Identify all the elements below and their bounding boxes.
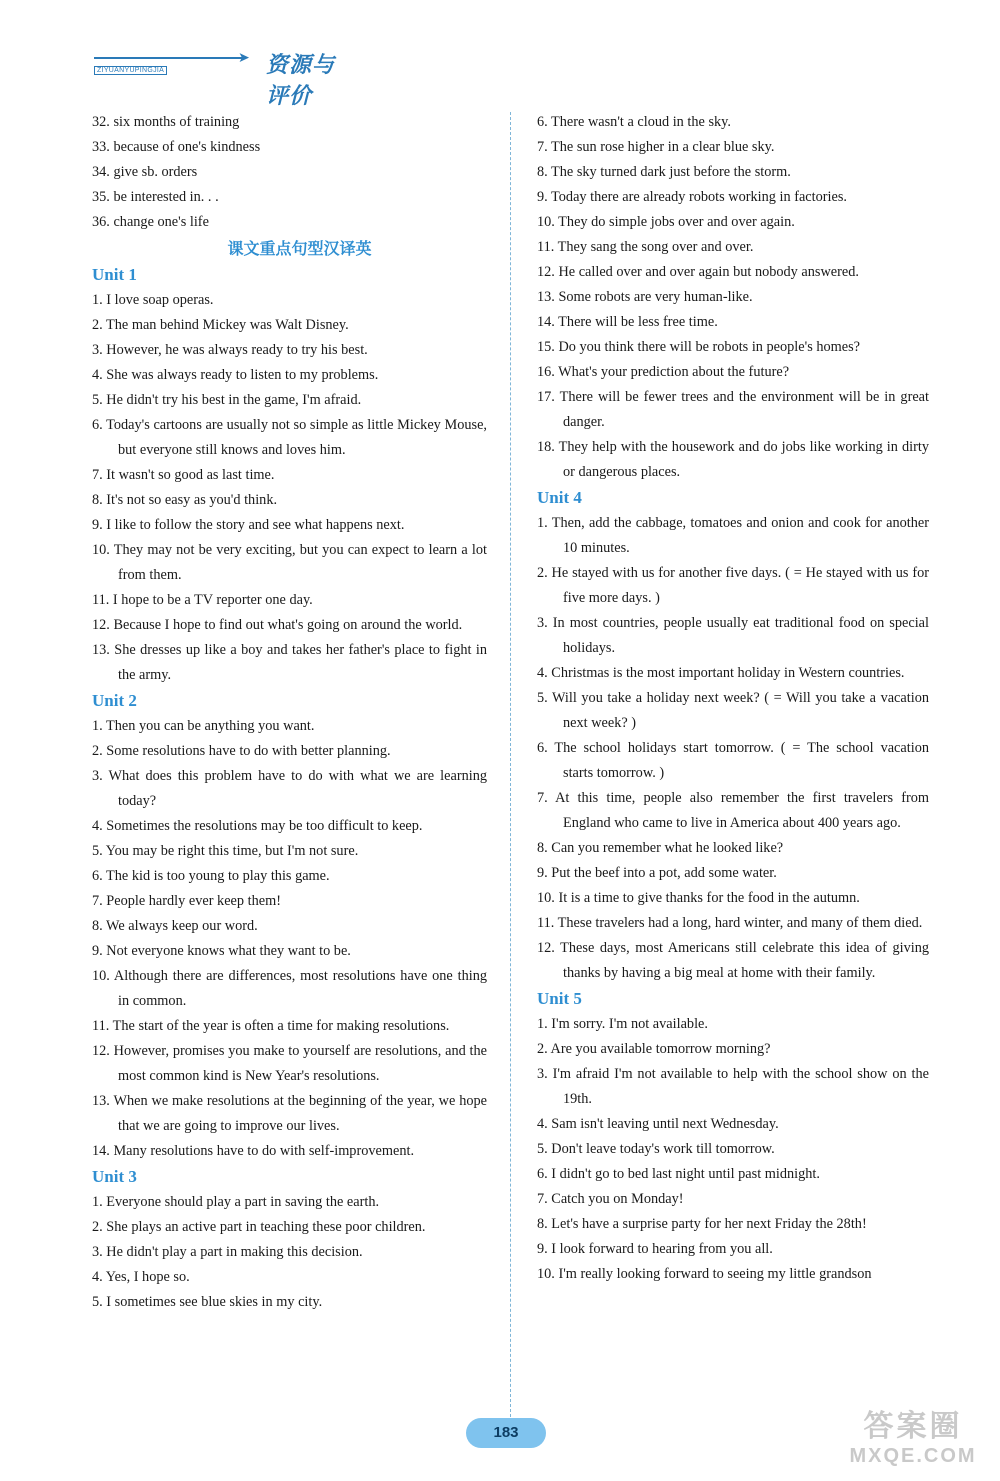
sentence-item: 6. The school holidays start tomorrow. ( = The school vacation starts tomorrow. ) [537, 740, 929, 781]
sentence-item: 5. I sometimes see blue skies in my city. [92, 1294, 323, 1310]
sentence-item: 9. I like to follow the story and see what happens next. [92, 517, 405, 533]
left-column [92, 110, 487, 1315]
sentence-item: 9. I look forward to hearing from you all. [537, 1241, 773, 1257]
sentence-item: 11. They sang the song over and over. [537, 239, 754, 255]
sentence-item: 13. She dresses up like a boy and takes her father's place to fight in the army. [92, 642, 487, 683]
sentence-item: 8. The sky turned dark just before the storm. [537, 164, 791, 180]
sentence-item: 34. give sb. orders [92, 164, 198, 180]
unit-heading: Unit 5 [537, 989, 582, 1008]
sentence-item: 1. I love soap operas. [92, 292, 214, 308]
sentence-item: 16. What's your prediction about the future? [537, 364, 790, 380]
watermark-url: MXQE.COM [849, 1445, 977, 1467]
section-title: 课文重点句型汉译英 [227, 239, 372, 258]
sentence-item: 10. Although there are differences, most resolutions have one thing in common. [92, 968, 487, 1009]
sentence-item: 9. Not everyone knows what they want to be. [92, 943, 351, 959]
sentence-item: 11. These travelers had a long, hard winter, and many of them died. [537, 915, 923, 931]
sentence-item: 8. Can you remember what he looked like? [537, 840, 784, 856]
sentence-item: 8. We always keep our word. [92, 918, 258, 934]
watermark [838, 1410, 988, 1472]
sentence-item: 5. You may be right this time, but I'm not sure. [92, 843, 359, 859]
watermark-logo-text: 答案圈 [863, 1410, 963, 1443]
sentence-item: 10. It is a time to give thanks for the food in the autumn. [537, 890, 860, 906]
sentence-item: 3. However, he was always ready to try his best. [92, 342, 368, 358]
sentence-item: 10. They do simple jobs over and over again. [537, 214, 795, 230]
sentence-item: 8. It's not so easy as you'd think. [92, 492, 278, 508]
sentence-item: 1. Then you can be anything you want. [92, 718, 315, 734]
column-divider [510, 112, 511, 1432]
sentence-item: 12. However, promises you make to yourself are resolutions, and the most common kind is New Year's resolutions. [92, 1043, 487, 1084]
sentence-item: 5. Don't leave today's work till tomorrow. [537, 1141, 775, 1157]
sentence-item: 35. be interested in. . . [92, 189, 219, 205]
sentence-item: 3. He didn't play a part in making this decision. [92, 1244, 363, 1260]
sentence-item: 11. The start of the year is often a time for making resolutions. [92, 1018, 450, 1034]
sentence-item: 2. The man behind Mickey was Walt Disney. [92, 317, 349, 333]
sentence-item: 17. There will be fewer trees and the environment will be in great danger. [537, 389, 929, 430]
sentence-item: 1. Everyone should play a part in saving the earth. [92, 1194, 380, 1210]
sentence-item: 15. Do you think there will be robots in people's homes? [537, 339, 861, 355]
sentence-item: 3. What does this problem have to do with what we are learning today? [92, 768, 487, 809]
sentence-item: 7. Catch you on Monday! [537, 1191, 684, 1207]
sentence-item: 13. Some robots are very human-like. [537, 289, 753, 305]
unit-heading: Unit 4 [537, 488, 582, 507]
right-column [537, 110, 929, 1287]
sentence-item: 7. People hardly ever keep them! [92, 893, 281, 909]
sentence-item: 10. They may not be very exciting, but you can expect to learn a lot from them. [92, 542, 487, 583]
page-header [88, 48, 348, 109]
header-title: 资源与评价 [266, 53, 336, 109]
page-number: 183 [466, 1418, 546, 1448]
sentence-item: 6. The kid is too young to play this game. [92, 868, 330, 884]
sentence-item: 2. Are you available tomorrow morning? [537, 1041, 771, 1057]
sentence-item: 33. because of one's kindness [92, 139, 261, 155]
sentence-item: 36. change one's life [92, 214, 209, 230]
sentence-item: 9. Today there are already robots working in factories. [537, 189, 847, 205]
sentence-item: 5. Will you take a holiday next week? ( = Will you take a vacation next week? ) [537, 690, 929, 731]
arrow-icon: ➤ [238, 51, 250, 66]
sentence-item: 8. Let's have a surprise party for her next Friday the 28th! [537, 1216, 867, 1232]
sentence-item: 12. He called over and over again but nobody answered. [537, 264, 859, 280]
sentence-item: 2. He stayed with us for another five days. ( = He stayed with us for five more days. ) [537, 565, 929, 606]
sentence-item: 1. I'm sorry. I'm not available. [537, 1016, 708, 1032]
sentence-item: 11. I hope to be a TV reporter one day. [92, 592, 313, 608]
sentence-item: 4. Sam isn't leaving until next Wednesday. [537, 1116, 779, 1132]
sentence-item: 12. Because I hope to find out what's going on around the world. [92, 617, 463, 633]
unit-heading: Unit 3 [92, 1167, 137, 1186]
sentence-item: 32. six months of training [92, 114, 240, 130]
sentence-item: 1. Then, add the cabbage, tomatoes and onion and cook for another 10 minutes. [537, 515, 929, 556]
header-pinyin: ZIYUANYUPINGJIA [94, 66, 167, 75]
sentence-item: 10. I'm really looking forward to seeing my little grandson [537, 1266, 872, 1282]
sentence-item: 14. There will be less free time. [537, 314, 718, 330]
unit-heading: Unit 1 [92, 265, 137, 284]
sentence-item: 6. I didn't go to bed last night until past midnight. [537, 1166, 820, 1182]
sentence-item: 4. Sometimes the resolutions may be too difficult to keep. [92, 818, 423, 834]
sentence-item: 18. They help with the housework and do jobs like working in dirty or dangerous places. [537, 439, 929, 480]
sentence-item: 3. In most countries, people usually eat traditional food on special holidays. [537, 615, 929, 656]
sentence-item: 14. Many resolutions have to do with self-improvement. [92, 1143, 415, 1159]
sentence-item: 6. Today's cartoons are usually not so simple as little Mickey Mouse, but everyone still knows and loves him. [92, 417, 487, 458]
sentence-item: 9. Put the beef into a pot, add some water. [537, 865, 777, 881]
unit-heading: Unit 2 [92, 691, 137, 710]
sentence-item: 4. Yes, I hope so. [92, 1269, 190, 1285]
sentence-item: 7. It wasn't so good as last time. [92, 467, 275, 483]
sentence-item: 4. She was always ready to listen to my problems. [92, 367, 379, 383]
sentence-item: 5. He didn't try his best in the game, I'm afraid. [92, 392, 362, 408]
sentence-item: 13. When we make resolutions at the beginning of the year, we hope that we are going to improve our lives. [92, 1093, 487, 1134]
header-rule [94, 57, 244, 59]
sentence-item: 12. These days, most Americans still celebrate this idea of giving thanks by having a big meal at home with their family. [537, 940, 929, 981]
sentence-item: 6. There wasn't a cloud in the sky. [537, 114, 731, 130]
sentence-item: 2. Some resolutions have to do with better planning. [92, 743, 391, 759]
sentence-item: 2. She plays an active part in teaching these poor children. [92, 1219, 426, 1235]
sentence-item: 7. The sun rose higher in a clear blue sky. [537, 139, 775, 155]
sentence-item: 4. Christmas is the most important holiday in Western countries. [537, 665, 905, 681]
sentence-item: 7. At this time, people also remember the first travelers from England who came to live in America about 400 years ago. [537, 790, 929, 831]
sentence-item: 3. I'm afraid I'm not available to help with the school show on the 19th. [537, 1066, 929, 1107]
